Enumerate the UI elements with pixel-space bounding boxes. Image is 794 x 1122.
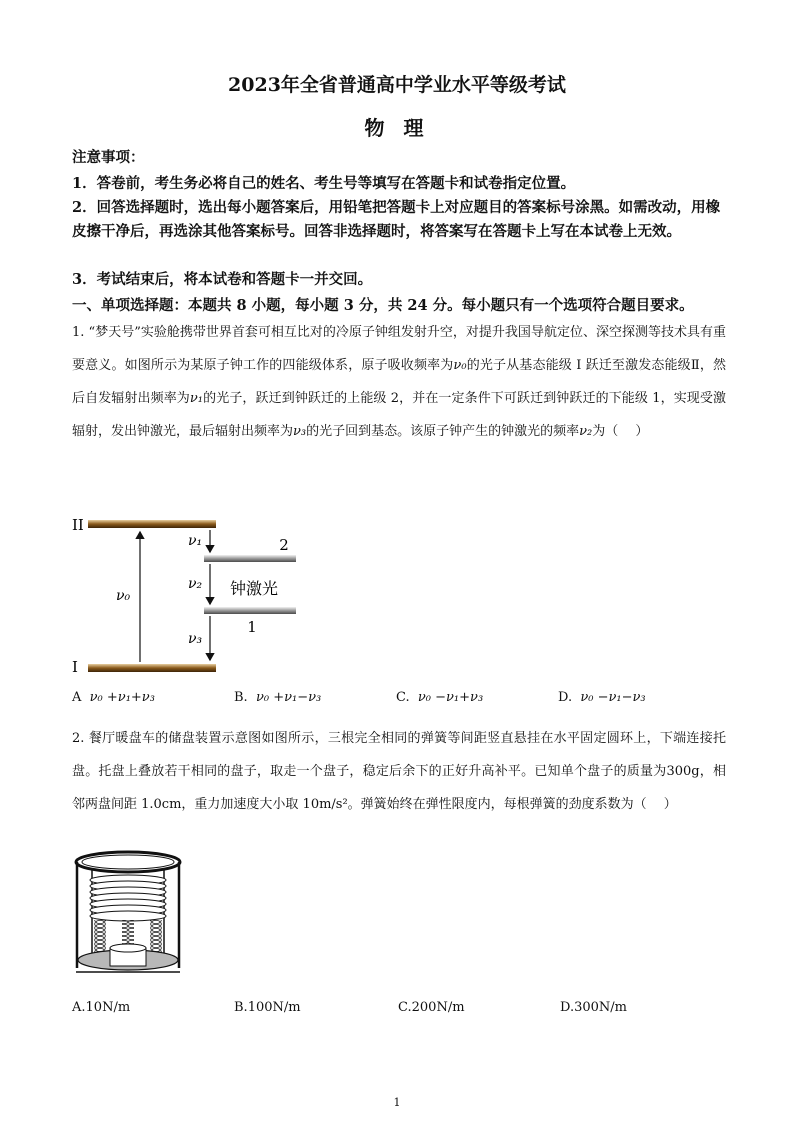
exam-title: 2023年全省普通高中学业水平等级考试 xyxy=(228,74,566,96)
q1-option-c[interactable] xyxy=(396,690,483,705)
q2-option-b[interactable] xyxy=(234,1000,301,1015)
question-2-text: 2. 餐厅暖盘车的储盘装置示意图如图所示，三根完全相同的弹簧等间距竖直悬挂在水平固定圆环上，下端连接托盘。托盘上叠放若干相同的盘子，取走一个盘子，稳定后余下的正好升高补平。已知单个盘子的质量为300g，相邻两盘间距 1.0cm，重力加速度大小取 10m/s²。弹簧始终在弹性限度内，每根弹簧的劲度系数为（ ） xyxy=(72,731,726,812)
spring-right xyxy=(150,920,162,954)
section-heading: 一、单项选择题：本题共 8 小题，每小题 3 分，共 24 分。每小题只有一个选项符合题目要求。 xyxy=(72,297,694,314)
nu3-label: ν₃ xyxy=(188,631,203,647)
nu0-label: ν₀ xyxy=(116,588,131,604)
nu3-symbol: ν₃ xyxy=(293,424,307,439)
option-value: 200N/m xyxy=(411,1000,465,1015)
option-value: 10N/m xyxy=(85,1000,131,1015)
q1-option-b[interactable] xyxy=(234,690,321,705)
level-II-bar xyxy=(88,520,216,528)
q1-text-part-1: 1. “梦天号”实验舱携带世界首套可相互比对的冷原子钟组发射升空，对提升我国导航定位、深空探测等技术具有重要意义。如图所示为某原子钟工作的四能级体系，原子吸收频率为 xyxy=(72,325,726,373)
q1-text-part-4: 的光子回到基态。该原子钟产生的钟激光的频率 xyxy=(306,424,580,439)
option-value: 100N/m xyxy=(247,1000,301,1015)
option-letter: A xyxy=(72,690,82,705)
q1-text-part-5: 为（ ） xyxy=(592,424,649,439)
q1-option-a[interactable] xyxy=(72,690,155,705)
q1-text-part-2: 的光子从基态能级 I 跃迁至激发态能级Ⅱ，然后自发辐射出频率为 xyxy=(72,358,726,406)
option-expr: ν₀ −ν₁+ν₃ xyxy=(417,690,484,705)
clock-laser-label: 钟激光 xyxy=(229,579,279,598)
plate-stack xyxy=(90,911,166,921)
level-1-bar xyxy=(204,607,296,614)
q2-option-a[interactable] xyxy=(72,1000,130,1015)
page-number: 1 xyxy=(393,1096,401,1109)
spring-left xyxy=(94,920,106,954)
question-1-text xyxy=(72,316,726,448)
option-letter: D. xyxy=(560,1000,575,1015)
top-ring-inner xyxy=(82,855,174,869)
option-value: 300N/m xyxy=(574,1000,627,1015)
nu2-label: ν₂ xyxy=(188,576,203,592)
option-letter: A. xyxy=(72,1000,86,1015)
level-I-bar xyxy=(88,664,216,672)
q1-option-d[interactable] xyxy=(558,690,646,705)
option-letter: B. xyxy=(234,1000,248,1015)
note-item-1: 1．答卷前，考生务必将自己的姓名、考生号等填写在答题卡和试卷指定位置。 xyxy=(72,175,576,192)
option-letter: C. xyxy=(396,690,410,705)
nu1-symbol: ν₁ xyxy=(189,391,204,406)
option-expr: ν₀ +ν₁+ν₃ xyxy=(89,690,155,705)
option-letter: C. xyxy=(398,1000,412,1015)
option-expr: ν₀ −ν₁−ν₃ xyxy=(580,690,646,705)
option-letter: D. xyxy=(558,690,573,705)
level-II-label: II xyxy=(72,516,84,534)
plate-warmer-diagram xyxy=(72,848,184,976)
level-1-label: 1 xyxy=(247,618,257,636)
nu1-label: ν₁ xyxy=(188,533,203,549)
q2-option-c[interactable] xyxy=(398,1000,465,1015)
note-item-3: 3．考试结束后，将本试卷和答题卡一并交回。 xyxy=(72,271,373,288)
nu0-symbol: ν₀ xyxy=(453,358,467,373)
q2-option-d[interactable] xyxy=(560,1000,627,1015)
level-2-bar xyxy=(204,555,296,562)
option-expr: ν₀ +ν₁−ν₃ xyxy=(255,690,322,705)
level-I-label: I xyxy=(72,658,78,676)
nu2-symbol: ν₂ xyxy=(579,424,593,439)
note-item-2: 2．回答选择题时，选出每小题答案后，用铅笔把答题卡上对应题目的答案标号涂黑。如需改动，用橡皮擦干净后，再选涂其他答案标号。回答非选择题时，将答案写在答题卡上写在本试卷上无效。 xyxy=(72,199,721,240)
q1-text-part-3: 的光子，跃迁到钟跃迁的上能级 2，并在一定条件下可跃迁到钟跃迁的下能级 1，实现受激辐射，发出钟激光，最后辐射出频率为 xyxy=(72,391,726,439)
level-2-label: 2 xyxy=(279,536,289,554)
option-letter: B. xyxy=(234,690,248,705)
subject-title: 物 理 xyxy=(364,116,430,140)
energy-level-diagram xyxy=(72,512,312,680)
notes-heading: 注意事项： xyxy=(72,149,145,166)
